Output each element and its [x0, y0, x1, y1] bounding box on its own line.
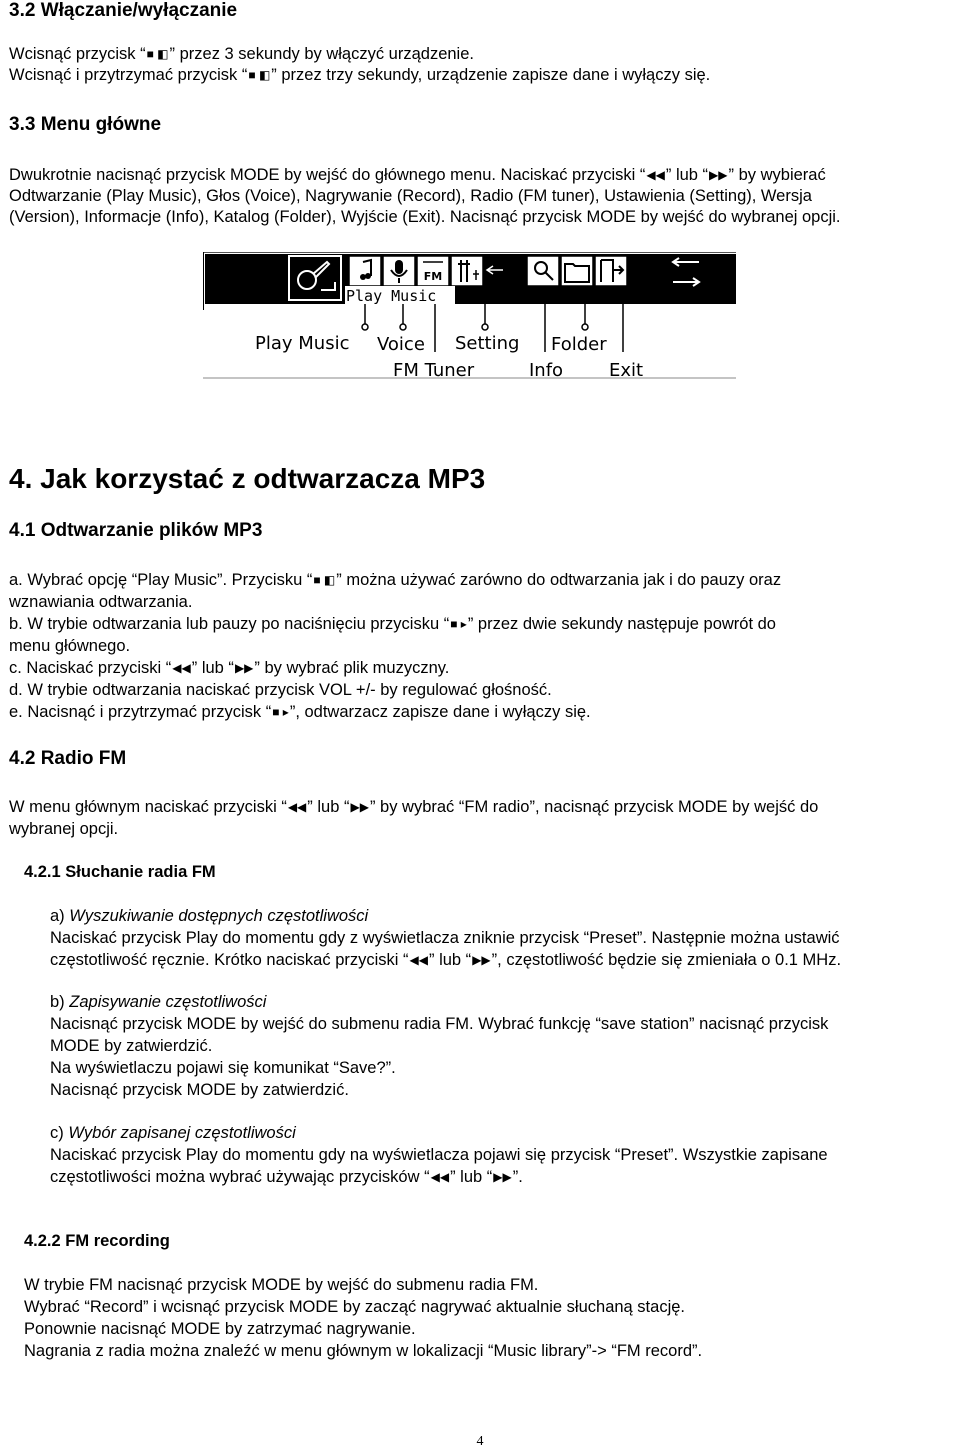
label-info: Info [529, 360, 564, 380]
play-music-icon [289, 256, 341, 300]
microphone-icon [383, 256, 415, 286]
heading-4-2: 4.2 Radio FM [9, 748, 127, 769]
screen-label: Play Music [346, 287, 437, 305]
paragraph-3-3: Dwukrotnie nacisnąć przycisk MODE by wejść do głównego menu. Naciskać przyciski “◀◀” lub “▶▶” by wybierać Odtwarzanie (Play Music), Głos (Voice), Nagrywanie (Record), Radio (FM tuner), Ustawienia (Setting), Wersja (Version), Informacje (Info), Katalog (Folder), Wyjście (Exit). Nacisnąć przycisk MODE by wejść do wybranej opcji. [9, 166, 841, 226]
fast-forward-icon: ▶▶ [709, 168, 728, 182]
label-folder: Folder [551, 334, 607, 355]
stop-play-icon: ■ ◧ [146, 47, 169, 61]
search-folder-icon [527, 256, 559, 286]
stop-play-arrow-icon: ■ ▸ [272, 705, 289, 719]
rewind-icon: ◀◀ [430, 1170, 450, 1184]
settings-icon [451, 256, 483, 286]
heading-3-3: 3.3 Menu główne [9, 114, 162, 135]
fast-forward-icon: ▶▶ [472, 953, 491, 967]
fm-radio-icon [417, 256, 449, 286]
subsection-b: b) Zapisywanie częstotliwości Nacisnąć przycisk MODE by wejść do submenu radia FM. Wybrać funkcję “save station” nacisnąć przycisk MODE by zatwierdzić. Na wyświetlaczu pojawi się komunikat “Save?”. Nacisnąć przycisk MODE by zatwierdzić. [50, 993, 829, 1099]
label-voice: Voice [377, 334, 425, 355]
label-setting: Setting [455, 333, 520, 354]
exit-icon [595, 256, 627, 286]
music-note-icon [349, 256, 381, 286]
heading-3-2: 3.2 Włączanie/wyłączanie [9, 0, 238, 21]
subsection-a: a) Wyszukiwanie dostępnych częstotliwości Naciskać przycisk Play do momentu gdy z wyświetlacza zniknie przycisk “Preset”. Następnie można ustawić częstotliwość ręcznie. Krótko naciskać przyciski “◀◀” lub “▶▶”, częstotliwość będzie się zmieniała o 0.1 MHz. [50, 907, 842, 969]
heading-4: 4. Jak korzystać z odtwarzacza MP3 [9, 463, 486, 494]
rewind-icon: ◀◀ [172, 661, 191, 675]
rewind-icon: ◀◀ [646, 168, 665, 182]
fast-forward-icon: ▶▶ [493, 1170, 512, 1184]
stop-play-arrow-icon: ■ ▸ [450, 617, 467, 631]
page-number: 4 [476, 1434, 484, 1449]
paragraph-3-2: Wcisnąć przycisk “■ ◧” przez 3 sekundy by włączyć urządzenie. Wcisnąć i przytrzymać przycisk “■ ◧” przez trzy sekundy, urządzenie zapisze dane i wyłączy się. [9, 45, 711, 84]
heading-4-1: 4.1 Odtwarzanie plików MP3 [9, 520, 263, 541]
stop-play-icon: ■ ◧ [248, 68, 271, 82]
label-play-music: Play Music [255, 333, 350, 354]
fast-forward-icon: ▶▶ [350, 800, 369, 814]
folder-icon [561, 256, 593, 286]
fast-forward-icon: ▶▶ [234, 661, 254, 675]
svg-text:FM: FM [423, 270, 443, 283]
paragraph-4-2: W menu głównym naciskać przyciski “◀◀” lub “▶▶” by wybrać “FM radio”, nacisnąć przycisk MODE by wejść do wybranej opcji. [9, 798, 819, 838]
heading-4-2-1: 4.2.1 Słuchanie radia FM [24, 863, 216, 881]
label-exit: Exit [609, 360, 644, 380]
label-fm-tuner: FM Tuner [393, 360, 475, 380]
stop-play-icon: ■ ◧ [313, 573, 336, 587]
rewind-icon: ◀◀ [409, 953, 428, 967]
paragraph-4-2-2: W trybie FM nacisnąć przycisk MODE by wejść do submenu radia FM. Wybrać “Record” i wcisnąć przycisk MODE by zacząć nagrywać aktualnie słuchaną stację. Ponownie nacisnąć MODE by zatrzymać nagrywanie. Nagrania z radia można znaleźć w menu głównym w lokalizacji “Music library”-> “FM record”. [24, 1276, 703, 1360]
main-menu-diagram [203, 252, 736, 380]
paragraph-4-1: a. Wybrać opcję “Play Music”. Przycisku “■ ◧” można używać zarówno do odtwarzania jak i do pauzy oraz wznawiania odtwarzania. b. W trybie odtwarzania lub pauzy po naciśnięciu przycisku “■ ▸” przez dwie sekundy następuje powrót do menu głównego. c. Naciskać przyciski “◀◀” lub “▶▶” by wybrać plik muzyczny. d. W trybie odtwarzania naciskać przycisk VOL +/- by regulować głośność. e. Nacisnąć i przytrzymać przycisk “■ ▸”, odtwarzacz zapisze dane i wyłączy się. [9, 571, 782, 721]
heading-4-2-2: 4.2.2 FM recording [24, 1232, 170, 1250]
rewind-icon: ◀◀ [287, 800, 307, 814]
subsection-c: c) Wybór zapisanej częstotliwości Naciskać przycisk Play do momentu gdy na wyświetlacza pojawi się przycisk “Preset”. Wszystkie zapisane częstotliwości można wybrać używając przycisków “◀◀” lub “▶▶”. [50, 1124, 828, 1186]
